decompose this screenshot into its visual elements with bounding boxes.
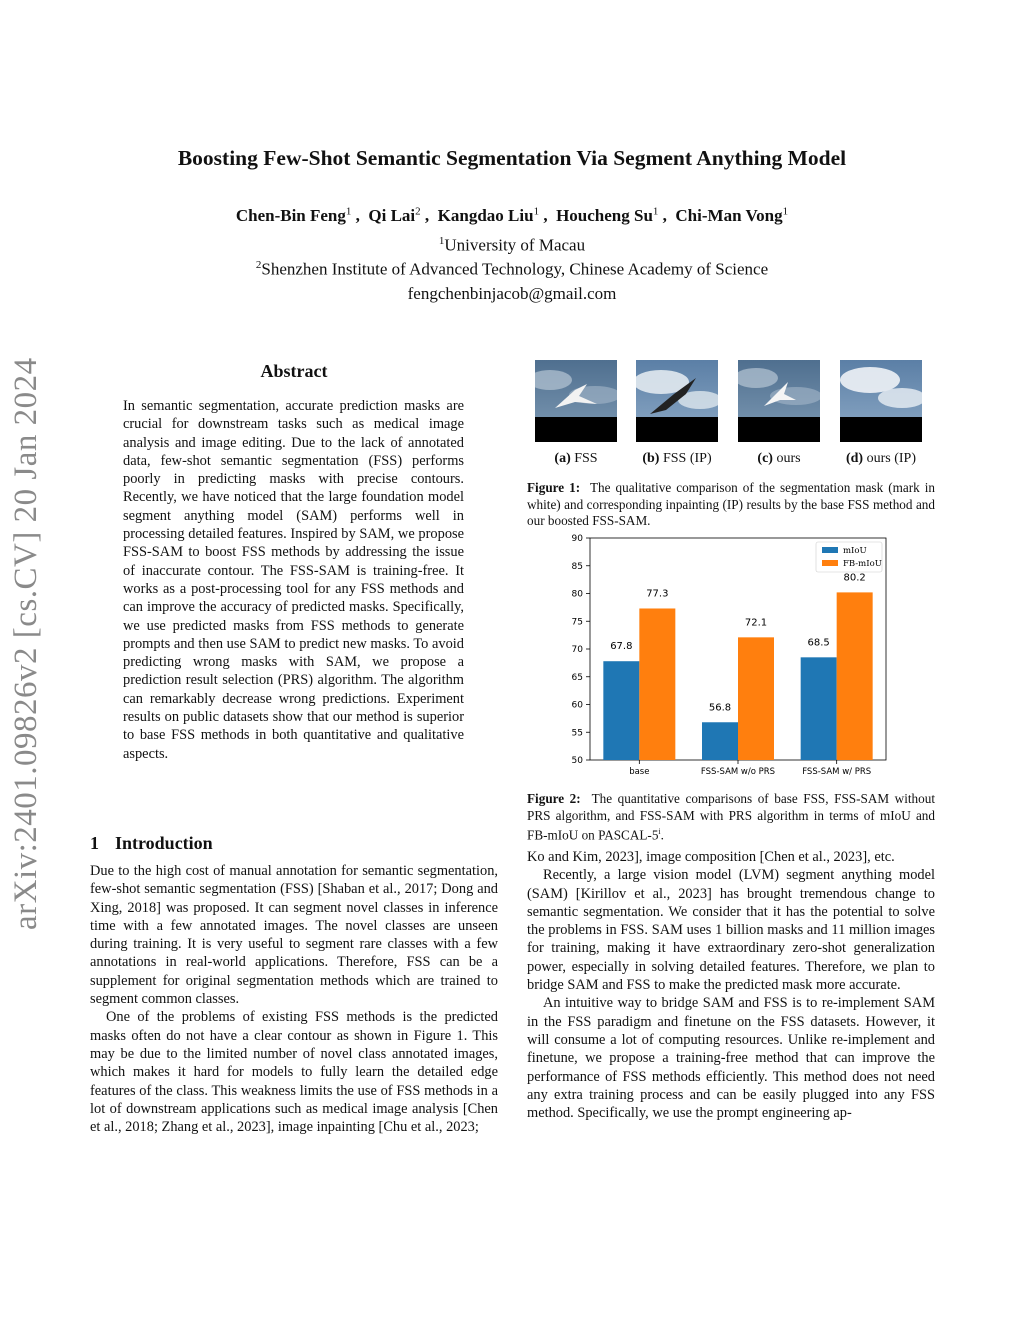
bar-fb-miou xyxy=(837,592,873,760)
bar-value-label: 77.3 xyxy=(646,588,669,600)
paragraph: Recently, a large vision model (LVM) segment anything model (SAM) [Kirillov et al., 2023] has brought tremendous change to semantic segmentation. We consider that it has the potential to solve the problems in FSS. SAM uses 1 billion masks and 11 million images for training, making it have extraordinary zero-shot generalization power, especially in solving detailed features. Therefore, we plan to bridge SAM and FSS to make the predicted mask more accurate. xyxy=(527,867,935,994)
author-list: Chen-Bin Feng$^1$ , Qi Lai$^2$ , Kangdao Liu$^1$ , Houcheng Su$^1$ , Chi-Man Vong$^1$ xyxy=(235,205,789,225)
author: Kangdao Liu$^1$ xyxy=(437,205,540,225)
affiliation-1: $^1$University of Macau xyxy=(438,235,586,255)
x-tick-label: FSS-SAM w/o PRS xyxy=(700,767,776,777)
bar-value-label: 80.2 xyxy=(843,572,866,584)
figure1-image-ours-inpainting xyxy=(840,360,922,442)
arxiv-identifier: arXiv:2401.09826v2 [cs.CV] 20 Jan 2024 xyxy=(8,357,44,930)
y-tick-label: 85 xyxy=(571,561,583,572)
y-tick-label: 70 xyxy=(571,645,583,655)
author: Qi Lai$^2$ xyxy=(368,205,421,225)
x-tick-label: FSS-SAM w/ PRS xyxy=(802,767,872,777)
bar-value-label: 68.5 xyxy=(807,637,830,649)
introduction-body xyxy=(90,862,498,1136)
introduction-body-continued xyxy=(527,848,935,1122)
paragraph: Due to the high cost of manual annotation for semantic segmentation, few-shot semantic segmentation (FSS) [Shaban et al., 2017; Dong and Xing, 2018] was proposed. It can segment novel classes in inference time with a few annotated images. The novel classes are unseen during training. It is very useful to segment rare classes with a few annotations in real-world applications. Therefore, FSS can be a supplement for original segmentation methods which are trained to segment common classes. xyxy=(90,863,498,1008)
y-tick-label: 65 xyxy=(571,672,583,683)
figure1-subcaption: (b) FSS (IP) xyxy=(642,451,712,466)
bar-chart xyxy=(556,530,936,780)
figure2-caption: Figure 2: The quantitative comparisons of base FSS, FSS-SAM without PRS algorithm, and FSS-SAM with PRS algorithm in terms of mIoU and FB-mIoU on PASCAL-5$^i$. xyxy=(527,791,935,843)
y-tick-label: 90 xyxy=(571,534,583,544)
figure1-image-fss-inpainting xyxy=(636,360,718,442)
y-tick-label: 55 xyxy=(571,728,583,739)
figure2-chart xyxy=(556,530,936,780)
legend-swatch xyxy=(822,547,838,553)
bar-fb-miou xyxy=(738,637,774,760)
bar-value-label: 56.8 xyxy=(708,702,732,714)
figure1-image-ours xyxy=(738,360,820,442)
author: Chi-Man Vong$^1$ xyxy=(675,205,789,225)
figure1-image-fss xyxy=(535,360,617,442)
legend-swatch xyxy=(822,560,838,566)
paragraph: An intuitive way to bridge SAM and FSS is to re-implement SAM in the FSS paradigm and finetune on the FSS datasets. However, it will consume a lot of computing resources. Unlike re-implement and finetune, we propose a training-free method that can improve the performance of FSS methods efficiently. This method does not need any extra training process and can be easily plugged into any FSS method. Specifically, we use the prompt engineering ap- xyxy=(527,995,935,1122)
bar-miou xyxy=(702,722,738,760)
affiliation-2: $^2$Shenzhen Institute of Advanced Technology, Chinese Academy of Science xyxy=(255,259,769,279)
bar-fb-miou xyxy=(639,608,675,760)
bar-miou xyxy=(801,657,837,760)
section-heading: 1 Introduction xyxy=(90,833,213,853)
abstract-heading: Abstract xyxy=(260,361,328,381)
bar-miou xyxy=(603,661,639,760)
paragraph: One of the problems of existing FSS methods is the predicted masks often do not have a clear contour as shown in Figure 1. This may be due to the limited number of novel class annotated images, which makes it hard for models to fully learn the detailed edge features of the class. This weakness limits the use of FSS methods in a lot of downstream applications such as medical image analysis [Chen et al., 2018; Zhang et al., 2023], image inpainting [Chu et al., 2023; xyxy=(90,1009,498,1136)
legend-label: mIoU xyxy=(843,546,867,556)
x-tick-label: base xyxy=(629,767,650,777)
figure1-subcaption: (a) FSS xyxy=(554,451,598,466)
paragraph: Ko and Kim, 2023], image composition [Chen et al., 2023], etc. xyxy=(527,849,895,865)
y-tick-label: 60 xyxy=(571,700,583,711)
figure1-subcaption: (c) ours xyxy=(757,451,801,466)
figure1-caption: Figure 1: The qualitative comparison of the segmentation mask (mark in white) and corresponding inpainting (IP) results by the base FSS method and our boosted FSS-SAM. xyxy=(527,480,935,528)
paper-title: Boosting Few-Shot Semantic Segmentation Via Segment Anything Model xyxy=(177,146,847,170)
bar-value-label: 72.1 xyxy=(744,617,768,629)
author-email: fengchenbinjacob@gmail.com xyxy=(407,284,617,303)
author: Chen-Bin Feng$^1$ xyxy=(235,205,352,225)
bar-value-label: 67.8 xyxy=(610,641,633,653)
figure1-subcaption: (d) ours (IP) xyxy=(845,451,916,466)
y-tick-label: 80 xyxy=(571,589,583,600)
y-tick-label: 50 xyxy=(571,756,583,766)
legend-label: FB-mIoU xyxy=(843,559,882,569)
y-tick-label: 75 xyxy=(571,617,583,628)
abstract-text: In semantic segmentation, accurate prediction masks are crucial for downstream tasks such as medical image analysis and image editing. Due to the lack of annotated data, few-shot semantic segmentation (FSS) performs poorly in predicting masks with precise contours. Recently, we have noticed that the large foundation model segment anything model (SAM) performs well in processing detailed features. Inspired by SAM, we propose FSS-SAM to boost FSS methods by addressing the issue of inaccurate contour. The FSS-SAM is training-free. It works as a post-processing tool for any FSS methods and can improve the accuracy of predicted masks. Specifically, we use predicted masks from FSS methods to generate prompts and then use SAM to predict new masks. To avoid predicting wrong masks with SAM, we propose a prediction result selection (PRS) algorithm. The algorithm can remarkably decrease wrong predictions. Experiment results on public datasets show that our method is superior to base FSS methods in both quantitative and qualitative aspects. xyxy=(123,398,464,762)
author: Houcheng Su$^1$ xyxy=(556,205,659,225)
